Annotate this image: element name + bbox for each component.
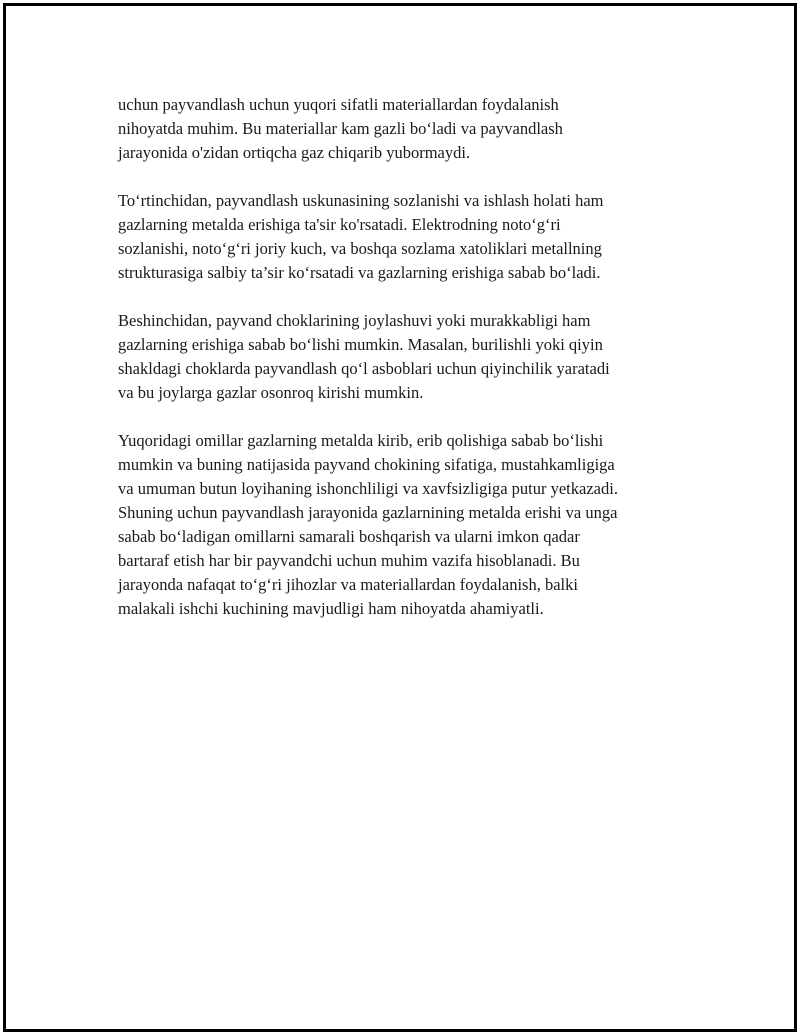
text-line: uchun payvandlash uchun yuqori sifatli materiallardan foydalanish	[118, 95, 559, 114]
text-line: bartaraf etish har bir payvandchi uchun muhim vazifa hisoblanadi. Bu	[118, 551, 580, 570]
paragraph-2	[118, 189, 688, 285]
text-line: To‘rtinchidan, payvandlash uskunasining sozlanishi va ishlash holati ham	[118, 191, 604, 210]
text-line: sabab bo‘ladigan omillarni samarali boshqarish va ularni imkon qadar	[118, 527, 580, 546]
text-line: shakldagi choklarda payvandlash qo‘l asboblari uchun qiyinchilik yaratadi	[118, 359, 610, 378]
paragraph-3	[118, 309, 688, 405]
text-line: malakali ishchi kuchining mavjudligi ham nihoyatda ahamiyatli.	[118, 599, 544, 618]
document-body	[118, 93, 688, 645]
text-line: Beshinchidan, payvand choklarining joylashuvi yoki murakkabligi ham	[118, 311, 591, 330]
text-line: sozlanishi, noto‘g‘ri joriy kuch, va boshqa sozlama xatoliklari metallning	[118, 239, 602, 258]
text-line: mumkin va buning natijasida payvand chokining sifatiga, mustahkamligiga	[118, 455, 615, 474]
text-line: Shuning uchun payvandlash jarayonida gazlarnining metalda erishi va unga	[118, 503, 618, 522]
text-line: strukturasiga salbiy ta’sir ko‘rsatadi va gazlarning erishiga sabab bo‘ladi.	[118, 263, 601, 282]
text-line: nihoyatda muhim. Bu materiallar kam gazli bo‘ladi va payvandlash	[118, 119, 563, 138]
text-line: jarayonda nafaqat to‘g‘ri jihozlar va materiallardan foydalanish, balki	[118, 575, 578, 594]
text-line: Yuqoridagi omillar gazlarning metalda kirib, erib qolishiga sabab bo‘lishi	[118, 431, 604, 450]
paragraph-4	[118, 429, 688, 621]
text-line: gazlarning erishiga sabab bo‘lishi mumkin. Masalan, burilishli yoki qiyin	[118, 335, 603, 354]
text-line: gazlarning metalda erishiga ta'sir ko'rsatadi. Elektrodning noto‘g‘ri	[118, 215, 561, 234]
text-line: va umuman butun loyihaning ishonchliligi va xavfsizligiga putur yetkazadi.	[118, 479, 618, 498]
paragraph-1	[118, 93, 688, 165]
text-line: jarayonida o'zidan ortiqcha gaz chiqarib yubormaydi.	[118, 143, 471, 162]
text-line: va bu joylarga gazlar osonroq kirishi mumkin.	[118, 383, 424, 402]
